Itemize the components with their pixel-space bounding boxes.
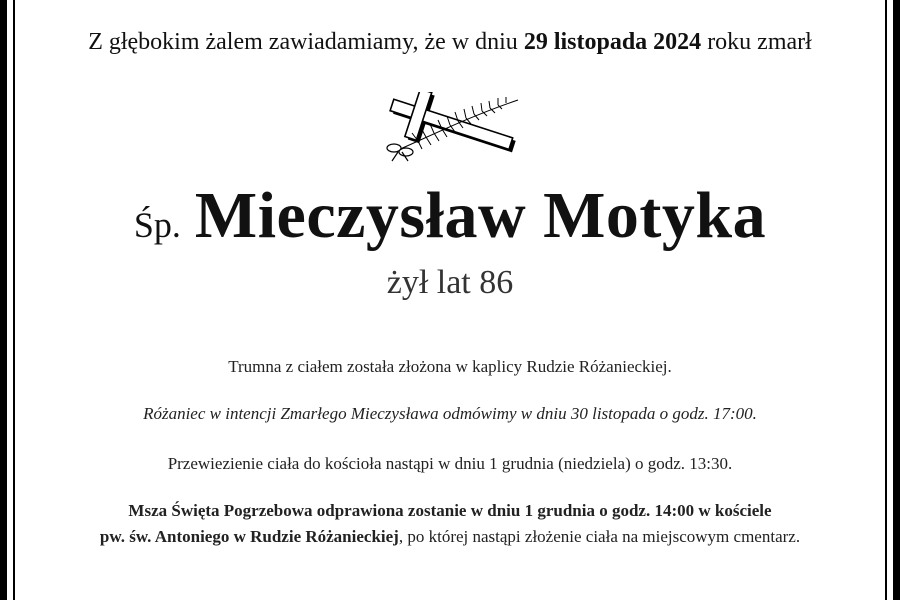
- detail-funeral-mass: [0, 498, 900, 550]
- deceased-age: żył lat 86: [386, 264, 514, 301]
- detail-coffin: Trumna z ciałem została złożona w kaplicy Rudzie Różanieckiej.: [228, 357, 672, 376]
- funeral-mass-bold-a: Msza Święta Pogrzebowa odprawiona zostanie w dniu 1 grudnia o godz. 14:00 w kościele: [128, 501, 772, 520]
- intro-text-before: Z głębokim żalem zawiadamiamy, że w dniu: [88, 29, 524, 55]
- death-date: 29 listopada 2024: [523, 29, 702, 55]
- deceased-name-row: [0, 178, 900, 254]
- detail-transfer: Przewiezienie ciała do kościoła nastąpi w dniu 1 grudnia (niedziela) o godz. 13:30.: [167, 454, 733, 473]
- announcement-intro: [0, 26, 900, 58]
- funeral-mass-rest: , po której nastąpi złożenie ciała na miejscowym cmentarz.: [398, 527, 801, 546]
- cross-with-palm-icon: [378, 92, 523, 162]
- name-prefix: Śp.: [133, 205, 181, 245]
- deceased-name: Mieczysław Motyka: [194, 179, 767, 252]
- intro-text-after: roku zmarł: [701, 29, 812, 55]
- detail-rosary: Różaniec w intencji Zmarłego Mieczysława odmówimy w dniu 30 listopada o godz. 17:00.: [143, 404, 757, 423]
- funeral-mass-bold-b: pw. św. Antoniego w Rudzie Różanieckiej: [99, 527, 399, 546]
